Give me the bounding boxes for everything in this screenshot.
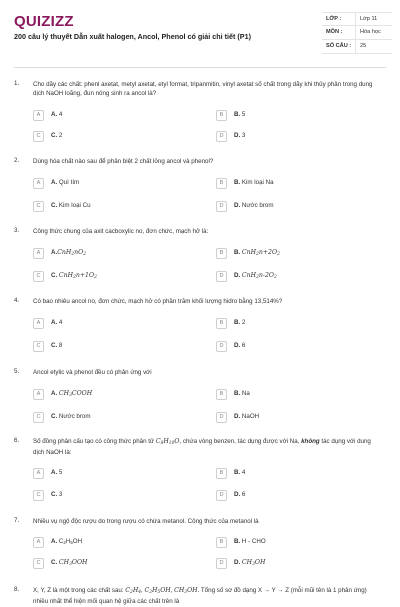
option-formula: $CH_3OH$ — [241, 559, 266, 567]
meta-value: 25 — [360, 43, 367, 49]
option-box: A — [33, 178, 44, 189]
option-box: A — [33, 389, 44, 400]
question-number: 3. — [14, 227, 20, 234]
option-letter: C. — [51, 342, 58, 349]
option-box: A — [33, 110, 44, 121]
page-header — [0, 0, 400, 64]
meta-key: SỐ CÂU : — [326, 43, 352, 49]
question-text: Nhiều vụ ngộ độc rượu do trong rượu có chứa metanol. Công thức của metanol là — [33, 518, 259, 525]
option-letter: C. — [51, 413, 58, 420]
question-number: 7. — [14, 517, 20, 524]
option-box: A — [33, 248, 44, 259]
option-letter: D. — [234, 132, 241, 139]
option-box: A — [33, 318, 44, 329]
meta-row-class — [322, 12, 392, 26]
option-box: B — [216, 178, 227, 189]
option-letter: D. — [234, 413, 241, 420]
option-formula: $C_2H_5OH$ — [58, 538, 83, 545]
meta-key: LỚP : — [326, 16, 342, 22]
question-number: 6. — [14, 437, 20, 444]
option-formula: $CH_3OOH$ — [58, 559, 88, 567]
option-box: B — [216, 389, 227, 400]
option-box: B — [216, 318, 227, 329]
option-text: 5 — [241, 111, 246, 118]
option-box: A — [33, 537, 44, 548]
option-letter: B. — [234, 319, 241, 326]
option-formula: $CH_3COOH$ — [58, 390, 93, 398]
option-letter: C. — [51, 202, 58, 209]
option-letter: B. — [234, 538, 241, 545]
option-letter: D. — [234, 491, 241, 498]
meta-row-subject — [322, 26, 392, 40]
option-text: 2 — [58, 132, 63, 139]
option-letter: B. — [234, 111, 241, 118]
question-text-start: Số đồng phân cấu tạo có công thức phân tử $C_8H_{10}O$, chứa vòng benzen, tác dụng được với Na, — [33, 438, 302, 446]
option-box: B — [216, 110, 227, 121]
option-letter: C. — [51, 559, 58, 566]
question-number: 2. — [14, 157, 20, 164]
option-box: C — [33, 271, 44, 282]
meta-value: Hóa học — [360, 29, 381, 35]
option-text: 3 — [241, 132, 246, 139]
option-letter: B. — [234, 390, 241, 397]
question-text-end: tác dụng với dung dịch NaOH là: — [33, 438, 371, 457]
option-text: Na — [241, 390, 250, 397]
meta-key: MÔN : — [326, 29, 343, 35]
option-box: A — [33, 468, 44, 479]
option-letter: C. — [51, 491, 58, 498]
option-letter: A. — [51, 469, 58, 476]
option-letter: A. — [51, 179, 58, 186]
question-text — [33, 437, 383, 458]
option-text: Kim loại Cu — [58, 202, 91, 209]
option-text: NaOH — [241, 413, 260, 420]
question-number: 4. — [14, 297, 20, 304]
option-text: 4 — [58, 319, 63, 326]
option-text: 4 — [58, 111, 63, 118]
option-letter: A. — [51, 249, 58, 256]
option-letter: D. — [234, 272, 241, 279]
option-box: C — [33, 341, 44, 352]
meta-row-count — [322, 40, 392, 54]
option-letter: A. — [51, 390, 58, 397]
question-number: 8. — [14, 586, 20, 593]
meta-table — [322, 12, 392, 56]
option-letter: B. — [234, 469, 241, 476]
option-formula: $CnH_2n-2O_2$ — [241, 272, 277, 280]
question-text: Có bao nhiêu ancol no, đơn chức, mạch hở có phần trăm khối lượng hidro bằng 13,514%? — [33, 298, 283, 305]
header-divider — [14, 67, 386, 68]
option-letter: D. — [234, 202, 241, 209]
option-box: C — [33, 490, 44, 501]
option-text: H - CHO — [241, 538, 266, 545]
question-number: 1. — [14, 80, 20, 87]
option-letter: A. — [51, 111, 58, 118]
option-letter: C. — [51, 132, 58, 139]
option-formula: $CnH_2n+2O_2$ — [241, 249, 280, 257]
question-number: 5. — [14, 368, 20, 375]
option-text: 2 — [241, 319, 246, 326]
option-letter: C. — [51, 272, 58, 279]
option-box: D — [216, 201, 227, 212]
option-box: C — [33, 412, 44, 423]
option-letter: D. — [234, 342, 241, 349]
option-text: Kim loại Na — [241, 179, 274, 186]
quizizz-logo: QUIZIZZ — [14, 13, 74, 30]
option-text: 8 — [58, 342, 63, 349]
option-box: C — [33, 558, 44, 569]
option-letter: B. — [234, 179, 241, 186]
option-text: 4 — [241, 469, 246, 476]
document-title: 200 câu lý thuyết Dẫn xuất halogen, Ancol, Phenol có giải chi tiết (P1) — [14, 32, 251, 41]
option-box: B — [216, 468, 227, 479]
option-box: C — [33, 201, 44, 212]
meta-value: Lớp 11 — [360, 16, 378, 22]
question-text: Công thức chung của axit cacboxylic no, đơn chức, mạch hở là: — [33, 228, 209, 235]
option-text: 5 — [58, 469, 63, 476]
option-formula: $CnH_2n+1O_2$ — [58, 272, 97, 280]
option-box: B — [216, 537, 227, 548]
option-letter: D. — [234, 559, 241, 566]
question-text: X, Y, Z là một trong các chất sau: $C_2H_4$, $C_2H_5OH$, $CH_3OH$. Tổng số sơ đồ dạng X → Y → Z (mỗi mũi tên là 1 phản ứng) nhiều nhất thể hiện mối quan hệ giữa các chất trên là — [33, 587, 367, 606]
option-text: 6 — [241, 342, 246, 349]
option-text: 3 — [58, 491, 63, 498]
option-text: Nước brom — [58, 413, 91, 420]
option-text: Nước brom — [241, 202, 274, 209]
option-formula: $CnH_2nO_2$ — [57, 249, 86, 257]
option-box: D — [216, 271, 227, 282]
option-box: D — [216, 490, 227, 501]
option-letter: B. — [234, 249, 241, 256]
option-text: 6 — [241, 491, 246, 498]
option-letter: A. — [51, 319, 58, 326]
question-text: Cho dãy các chất: phenl axetat, metyl axetat, etyl format, tripanmitin, vinyl axetat số chất trong dãy khi thủy phân trong dung dịch NaOH loãng, đun nóng sinh ra ancol là? — [33, 81, 373, 98]
option-box: D — [216, 341, 227, 352]
option-box: B — [216, 248, 227, 259]
option-text: Quì tím — [58, 179, 80, 186]
option-box: C — [33, 131, 44, 142]
question-text-emphasis: không — [301, 438, 320, 445]
option-box: D — [216, 558, 227, 569]
option-box: D — [216, 131, 227, 142]
question-text: Ancol etylic và phenol đều có phản ứng với — [33, 369, 152, 376]
option-letter: A. — [51, 538, 58, 545]
option-box: D — [216, 412, 227, 423]
question-text: Dùng hóa chất nào sau để phân biệt 2 chất lỏng ancol và phenol? — [33, 158, 214, 165]
